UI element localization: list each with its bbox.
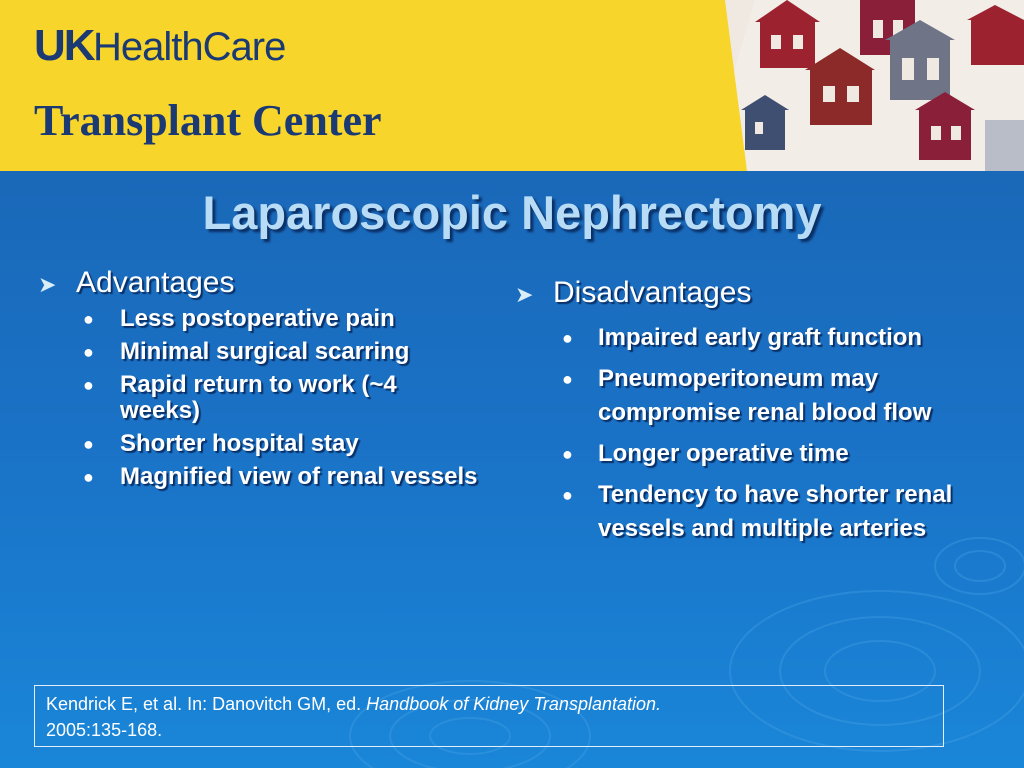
dot-bullet-icon: ● bbox=[83, 309, 94, 329]
slide-header bbox=[0, 0, 1024, 171]
dot-bullet-icon: ● bbox=[562, 369, 573, 389]
healthcare-logo-text: HealthCare bbox=[93, 25, 286, 69]
dot-bullet-icon: ● bbox=[83, 434, 94, 454]
dot-bullet-icon: ● bbox=[562, 485, 573, 505]
advantages-column bbox=[38, 266, 478, 497]
dot-bullet-icon: ● bbox=[83, 467, 94, 487]
advantages-heading bbox=[38, 266, 478, 300]
dot-bullet-icon: ● bbox=[83, 375, 94, 395]
disadvantages-heading-label: Disadvantages bbox=[553, 276, 752, 309]
dot-bullet-icon: ● bbox=[562, 444, 573, 464]
list-item: ● Pneumoperitoneum may compromise renal blood flow bbox=[562, 362, 985, 430]
advantages-heading-label: Advantages bbox=[76, 266, 235, 299]
list-item: ● Magnified view of renal vessels bbox=[83, 463, 478, 490]
list-item: ● Minimal surgical scarring bbox=[83, 338, 410, 365]
citation-box bbox=[34, 685, 944, 747]
transplant-center-title: Transplant Center bbox=[34, 96, 382, 145]
disadvantages-column bbox=[515, 276, 985, 553]
list-item: ● Rapid return to work (~4 weeks) bbox=[83, 371, 397, 424]
disadvantages-list bbox=[562, 321, 985, 546]
citation-authors: Kendrick E, et al. In: Danovitch GM, ed. bbox=[46, 694, 367, 714]
citation-book-title: Handbook of Kidney Transplantation. bbox=[366, 694, 662, 714]
arrow-bullet-icon: ➤ bbox=[38, 272, 57, 297]
arrow-bullet-icon: ➤ bbox=[515, 282, 534, 307]
advantages-list bbox=[83, 306, 478, 490]
disadvantages-heading bbox=[515, 276, 985, 310]
list-item: ● Less postoperative pain bbox=[83, 305, 395, 332]
citation-pages: 2005:135-168. bbox=[46, 720, 163, 740]
uk-logo-mark: UK bbox=[34, 21, 94, 70]
house-quilt-image bbox=[705, 0, 1024, 171]
list-item: ● Impaired early graft function bbox=[562, 321, 985, 355]
slide-body bbox=[0, 171, 1024, 768]
dot-bullet-icon: ● bbox=[562, 328, 573, 348]
list-item: ● Longer operative time bbox=[562, 437, 985, 471]
list-item: ● Tendency to have shorter renal vessels and multiple arteries bbox=[562, 478, 985, 546]
slide-title: Laparoscopic Nephrectomy bbox=[202, 186, 822, 239]
list-item: ● Shorter hospital stay bbox=[83, 430, 359, 457]
dot-bullet-icon: ● bbox=[83, 342, 94, 362]
